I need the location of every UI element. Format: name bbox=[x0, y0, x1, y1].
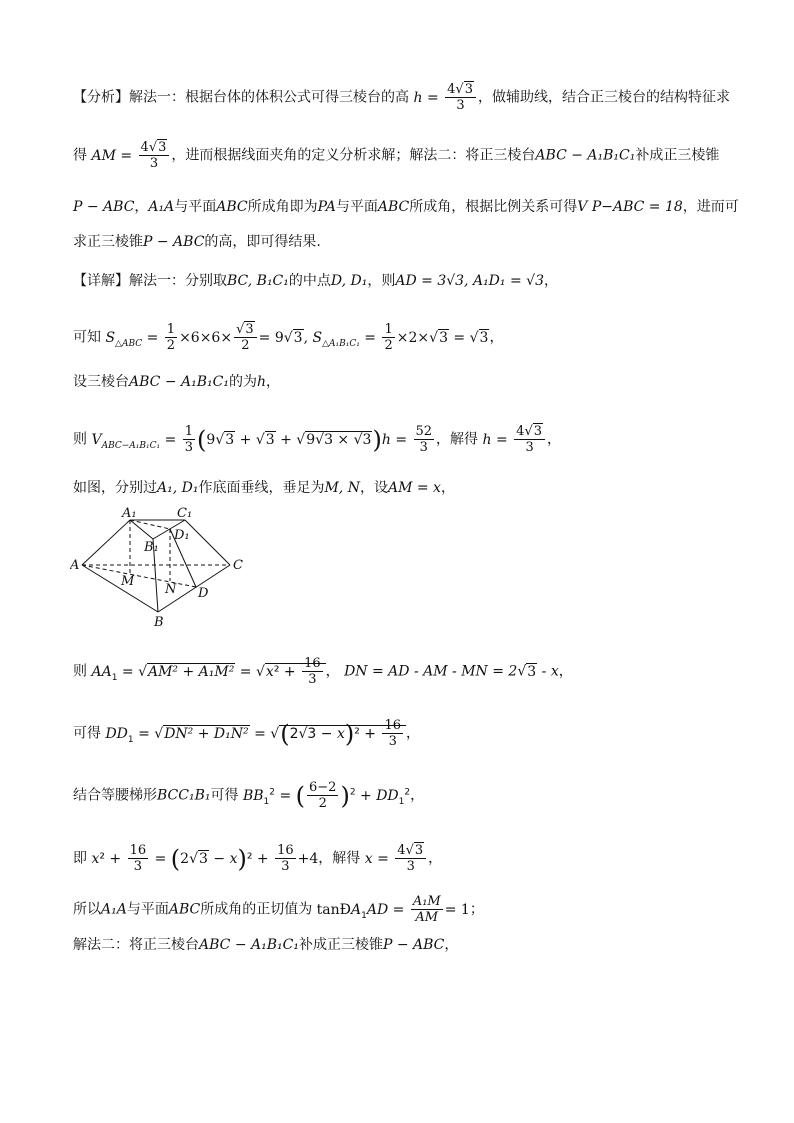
label-a1: A₁ bbox=[122, 506, 137, 521]
label-c1: C₁ bbox=[177, 506, 193, 521]
label-m: M bbox=[121, 574, 135, 589]
area-formula: $S_{\triangle ABC}$ = $\frac{1}{2}$ ×6×6× $\frac{√3}{2}$ = 9√3, $S_{\triangle A_1B_1C_1}$ = $\frac{1}{2}$ ×2×√3 = √3 bbox=[105, 322, 489, 353]
detail-line-2: 可知 $S_{\triangle ABC}$ = $\frac{1}{2}$ ×6×6× $\frac{√3}{2}$ = 9√3, $S_{\triangle A_1B_1C_1}$ = $\frac{1}{2}$ ×2×√3 = √3， bbox=[73, 322, 504, 353]
x-equation: x² + $\frac{16}{3}$ = (2√3 − x)² + $\frac{16}{3}$ +4 bbox=[91, 843, 319, 874]
bb1-formula: $BB_1^2$ = ( $\frac{6-2}{2}$ )$^2 + DD_1^2$ bbox=[242, 780, 411, 811]
height-formula: h = $\frac{4√3}{3}$ bbox=[413, 90, 478, 106]
label-b: B bbox=[154, 615, 164, 630]
tan-formula: tanÐA$_1$AD = $\frac{\text{A₁M}}{AM}$ = 1 bbox=[316, 894, 470, 925]
label-c: C bbox=[233, 558, 243, 573]
frustum-figure bbox=[70, 505, 260, 630]
analysis-line-3: P − ABC，A₁A与平面ABC所成角即为PA与平面ABC所成角，根据比例关系可得V P−ABC = 18，进而可 bbox=[73, 199, 739, 215]
label-n: N bbox=[165, 582, 177, 597]
height-result: h = $\frac{4√3}{3}$ bbox=[483, 432, 548, 448]
detail-line-5: 如图，分别过A₁, D₁作底面垂线，垂足为M, N，设AM = x， bbox=[73, 480, 455, 496]
detail-line-3: 设三棱台ABC − A₁B₁C₁的为h， bbox=[73, 374, 280, 390]
dd1-formula: $DD_1 = √DN^2 + D_1N^2 = √(2√3 - x)^2$ + $\frac{16}{3}$ bbox=[105, 726, 406, 742]
detail-line-6: 则 $AA_1 = √AM^2 + A_1M^2 = √x^2$ + $\frac{16}{3}$ ， DN = AD - AM - MN = 2√3 - x， bbox=[73, 656, 573, 687]
volume-formula: $V_{ABC-A_1B_1C_1}$ = $\frac{1}{3}$ (9√3 + √3 + √9√3 × √3)h = $\frac{52}{3}$ bbox=[91, 424, 433, 455]
analysis-line-1: 【分析】解法一：根据台体的体积公式可得三棱台的高 h = $\frac{4√3}{3}$ ，做辅助线，结合正三棱台的结构特征求 bbox=[73, 82, 730, 113]
label-d1: D₁ bbox=[174, 528, 190, 543]
analysis-line-4: 求正三棱锥P − ABC的高，即可得结果. bbox=[73, 234, 321, 250]
detail-line-10: 所以A₁A与平面ABC所成角的正切值为 tanÐA$_1$AD = $\frac{\text{A₁M}}{AM}$ = 1； bbox=[73, 894, 484, 925]
detail-line-9: 即 x² + $\frac{16}{3}$ = (2√3 − x)² + $\frac{16}{3}$ +4，解得 x = $\frac{4√3}{3}$ ， bbox=[73, 843, 443, 874]
x-result: x = $\frac{4√3}{3}$ bbox=[365, 851, 428, 867]
detail-line-1: 【详解】解法一：分别取BC, B₁C₁的中点D, D₁，则AD = 3√3, A₁D₁ = √3， bbox=[73, 273, 558, 289]
detail-line-4: 则 $V_{ABC-A_1B_1C_1}$ = $\frac{1}{3}$ (9√3 + √3 + √9√3 × √3)h = $\frac{52}{3}$ ，解得 h = $\frac{4√3}{3}$ ， bbox=[73, 424, 562, 455]
analysis-line-2: 得 AM = $\frac{4√3}{3}$ ，进而根据线面夹角的定义分析求解；解法二：将正三棱台ABC − A₁B₁C₁补成正三棱锥 bbox=[73, 140, 720, 171]
label-d: D bbox=[198, 586, 209, 601]
label-a: A bbox=[70, 558, 80, 573]
detail-line-11: 解法二：将正三棱台ABC − A₁B₁C₁补成正三棱锥P − ABC， bbox=[73, 937, 459, 953]
detail-line-7: 可得 $DD_1 = √DN^2 + D_1N^2 = √(2√3 - x)^2$ + $\frac{16}{3}$ ， bbox=[73, 718, 421, 749]
detail-line-8: 结合等腰梯形BCC₁B₁可得 $BB_1^2$ = ( $\frac{6-2}{2}$ )$^2 + DD_1^2$， bbox=[73, 780, 425, 811]
label-b1: B₁ bbox=[144, 540, 159, 555]
aa1-formula: $AA_1 = √AM^2 + A_1M^2 = √x^2$ + $\frac{16}{3}$ bbox=[91, 664, 325, 680]
am-formula: AM = $\frac{4√3}{3}$ bbox=[91, 148, 171, 164]
dn-formula: DN = AD - AM - MN = 2√3 - x bbox=[344, 663, 559, 680]
